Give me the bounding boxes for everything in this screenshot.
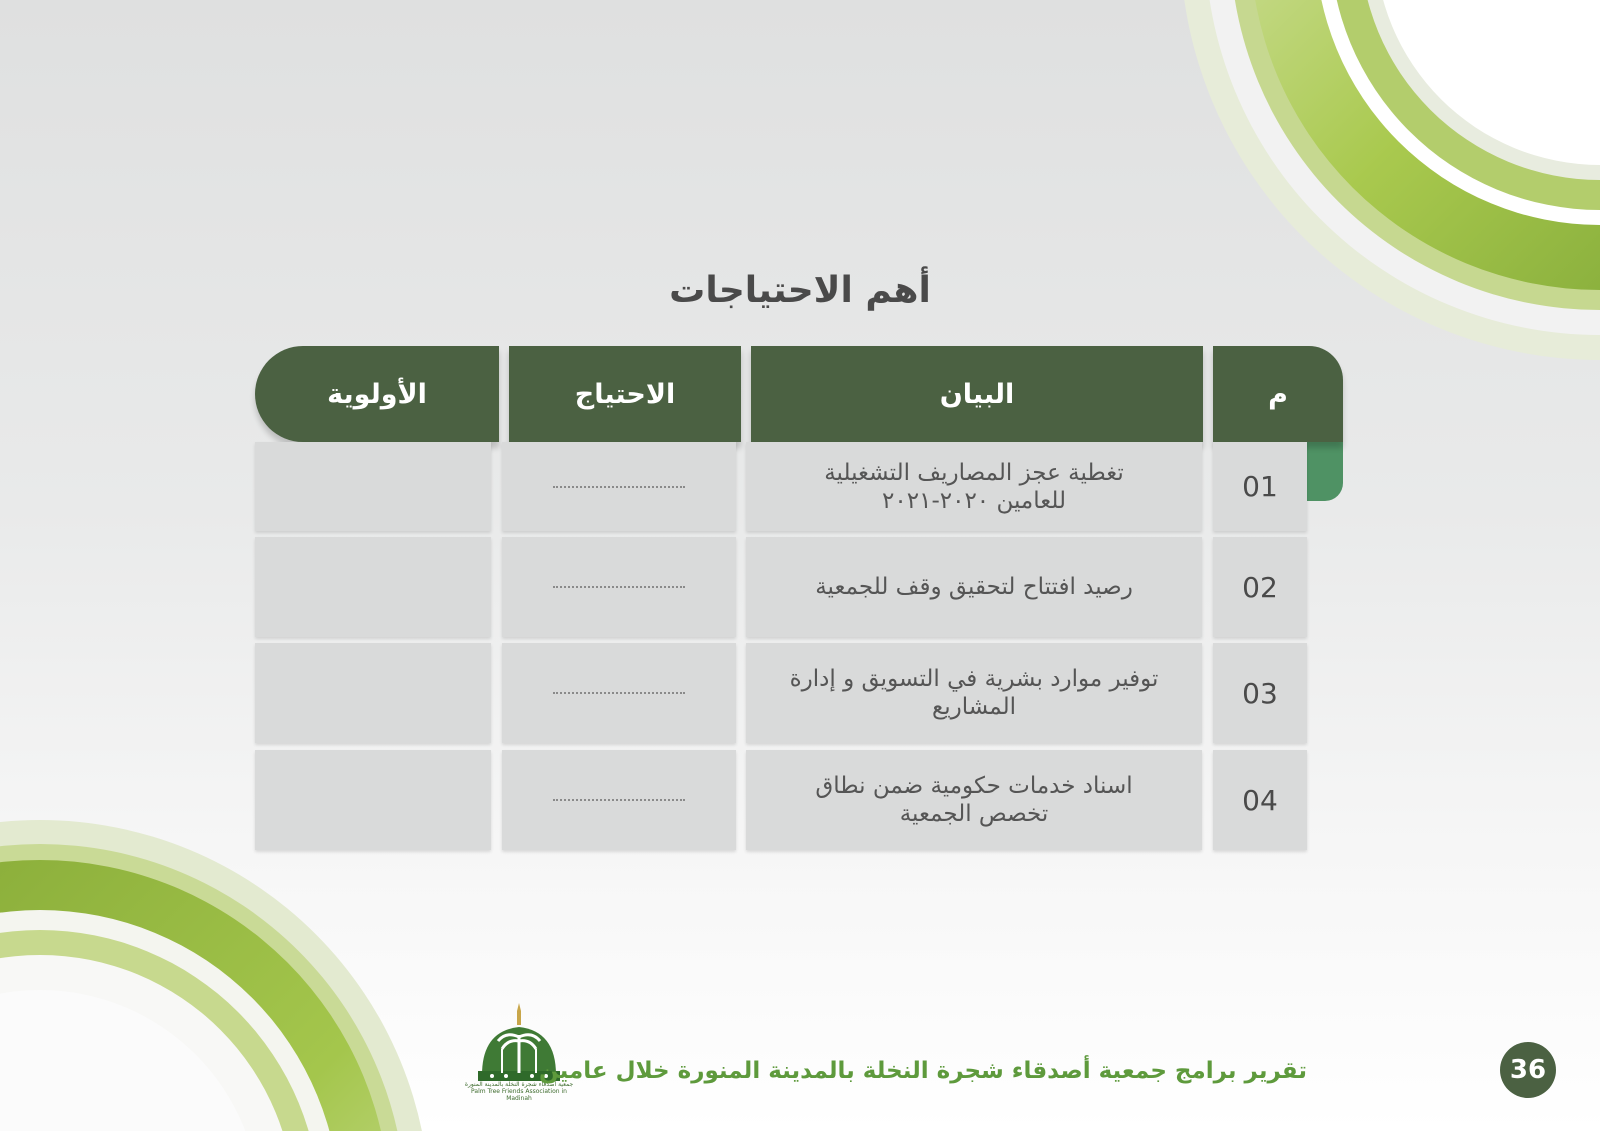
row-3-description: توفير موارد بشرية في التسويق و إدارة المشاريع	[746, 643, 1202, 743]
header-priority: الأولوية	[255, 346, 499, 442]
row-3-priority	[255, 643, 491, 743]
header-number: م	[1213, 346, 1343, 442]
footer-report-title: تقرير برامج جمعية أصدقاء شجرة النخلة بالمدينة المنورة خلال عامين	[538, 1058, 1307, 1084]
row-2-need	[502, 537, 736, 637]
logo-caption-en: Palm Tree Friends Association in Madinah	[471, 1088, 567, 1102]
row-2-priority	[255, 537, 491, 637]
row-1-need	[502, 442, 736, 531]
row-2-need-placeholder	[553, 586, 685, 588]
row-1-number: 01	[1213, 442, 1307, 531]
row-3-need	[502, 643, 736, 743]
row-1-need-placeholder	[553, 486, 685, 488]
page-number-badge: 36	[1500, 1042, 1556, 1098]
row-3-number: 03	[1213, 643, 1307, 743]
row-4-number: 04	[1213, 750, 1307, 850]
bottom-left-swoosh	[0, 820, 430, 1131]
row-2-number: 02	[1213, 537, 1307, 637]
page-title: أهم الاحتياجات	[669, 270, 931, 311]
row-3-need-placeholder	[553, 692, 685, 694]
row-4-need	[502, 750, 736, 850]
row-1-priority	[255, 442, 491, 531]
row-4-description: اسناد خدمات حكومية ضمن نطاق تخصص الجمعية	[746, 750, 1202, 850]
row-4-need-placeholder	[553, 799, 685, 801]
row-4-priority	[255, 750, 491, 850]
row-2-description: رصيد افتتاح لتحقيق وقف للجمعية	[746, 537, 1202, 637]
header-description: البيان	[751, 346, 1203, 442]
logo-caption-ar: جمعية أصدقاء شجرة النخلة بالمدينة المنورة	[464, 1081, 574, 1088]
header-need: الاحتياج	[509, 346, 741, 442]
row-1-description: تغطية عجز المصاريف التشغيلية للعامين ٢٠٢٠-٢٠٢١	[746, 442, 1202, 531]
